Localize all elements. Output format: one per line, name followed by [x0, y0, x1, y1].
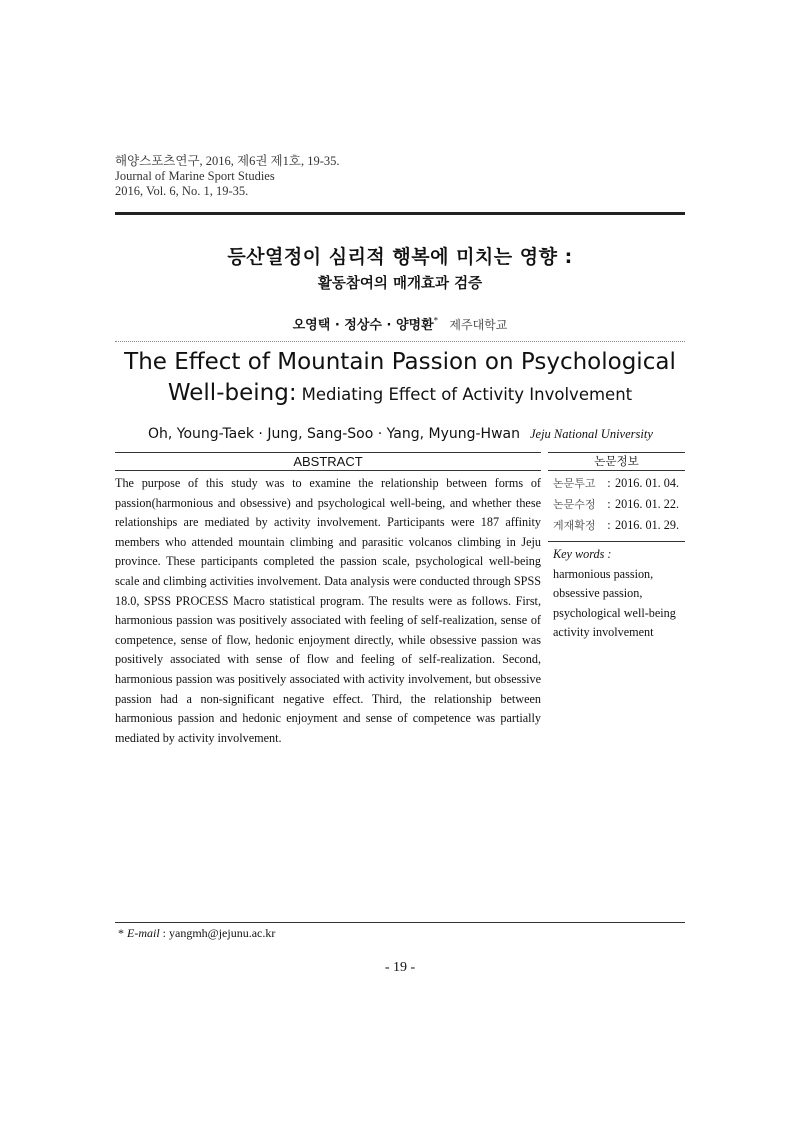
keyword-item: activity involvement — [553, 625, 654, 640]
corresponding-author-mark: * — [433, 315, 439, 326]
paper-info-colon: : — [607, 518, 611, 532]
paper-info-label: 게재확정 — [553, 519, 596, 532]
paper-info-colon: : — [607, 497, 611, 511]
journal-header-volume: 2016, Vol. 6, No. 1, 19-35. — [115, 184, 249, 198]
korean-affiliation: 제주대학교 — [449, 318, 508, 332]
english-affiliation: Jeju National University — [529, 427, 653, 441]
keywords-rule — [548, 541, 685, 542]
abstract-heading: ABSTRACT — [293, 454, 363, 469]
paper-info-date: 2016. 01. 04. — [615, 476, 679, 490]
paper-info-row-revised — [553, 494, 679, 515]
english-title-line1: The Effect of Mountain Passion on Psychological — [124, 349, 676, 375]
paper-info-label: 논문투고 — [553, 477, 596, 490]
paper-info-date: 2016. 01. 29. — [615, 518, 679, 532]
keyword-item: obsessive passion, — [553, 586, 643, 601]
paper-info-row-accepted — [553, 515, 679, 536]
keyword-item: harmonious passion, — [553, 566, 654, 581]
keywords-label: Key words : — [553, 547, 612, 561]
title-dotted-rule — [115, 341, 685, 342]
abstract-bottom-rule — [115, 470, 541, 471]
footnote-rule — [115, 922, 685, 923]
english-title-main: Well-being: — [167, 380, 297, 406]
footnote-email: : yangmh@jejunu.ac.kr — [162, 926, 276, 940]
english-title-line2 — [115, 378, 685, 410]
header-rule — [115, 212, 685, 215]
abstract-body: The purpose of this study was to examine the relationship between forms of passion(harmonious and obsessive) and psychological well-being, and whether these relationships are mediated by activity involvement. Participants were 187 affinity members who attended mountain climbing and parasitic volcanos climbing in Jeju province. These participants completed the passion scale, psychological well-being scale and climbing activities involvement. Data analysis were conducted through SPSS 18.0, SPSS PROCESS Macro statistical program. The results were as follows. First, harmonious passion was positively associated with feeling of self-realization, sense of competence, sense of flow, hedonic enjoyment directly, while obsessive passion was positively associated with sense of flow and feeling of self-realization. Second, harmonious passion was positively associated with activity involvement, but obsessive passion had a non-significant negative effect. Third, the relationship between harmonious passion and hedonic enjoyment and sense of competence was partially mediated by activity involvement. — [115, 476, 541, 745]
paper-info-date: 2016. 01. 22. — [615, 497, 679, 511]
paper-info-row-submitted — [553, 473, 679, 494]
footnote — [118, 926, 275, 941]
paper-info-colon: : — [607, 476, 611, 490]
keywords-block — [553, 545, 676, 643]
english-title-subtitle: Mediating Effect of Activity Involvement — [301, 385, 633, 404]
korean-subtitle: 활동참여의 매개효과 검증 — [317, 276, 483, 292]
english-authors — [148, 425, 653, 443]
paper-info-bottom-rule — [548, 470, 685, 471]
korean-author-names: 오영택 · 정상수 · 양명환 — [292, 318, 434, 333]
paper-info-label: 논문수정 — [553, 498, 596, 511]
english-author-names: Oh, Young-Taek · Jung, Sang-Soo · Yang, Myung-Hwan — [148, 426, 520, 442]
footnote-email-label: E-mail — [127, 926, 160, 940]
keyword-item: psychological well-being — [553, 605, 676, 620]
journal-header-korean: 해양스포츠연구, 2016, 제6권 제1호, 19-35. — [115, 154, 340, 168]
paper-info-list — [553, 473, 679, 536]
korean-authors — [115, 314, 685, 333]
journal-header-english: Journal of Marine Sport Studies — [115, 169, 275, 183]
korean-title: 등산열정이 심리적 행복에 미치는 영향 : — [227, 246, 573, 268]
paper-info-heading: 논문정보 — [594, 454, 639, 468]
footnote-mark: * — [118, 926, 124, 940]
page-number: - 19 - — [384, 960, 416, 975]
